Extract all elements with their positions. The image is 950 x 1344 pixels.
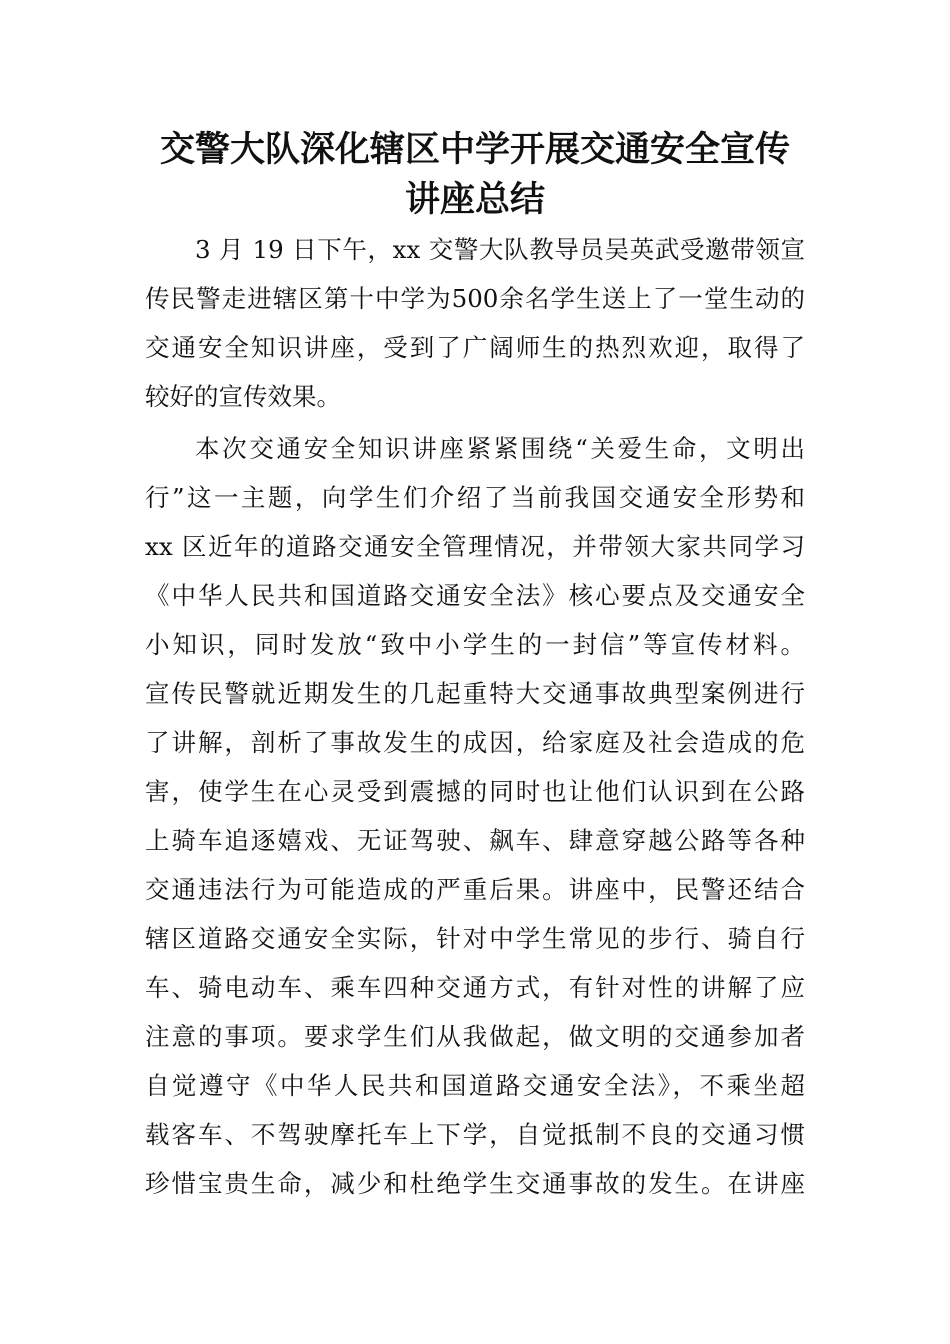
text-line: 本次交通安全知识讲座紧紧围绕“关爱生命，文明出	[195, 434, 805, 463]
text-line: 上骑车追逐嬉戏、无证驾驶、飙车、肆意穿越公路等各种	[145, 826, 805, 855]
text-line: 载客车、不驾驶摩托车上下学，自觉抵制不良的交通习惯	[145, 1120, 805, 1149]
text-line: 行”这一主题，向学生们介绍了当前我国交通安全形势和	[145, 483, 805, 512]
text-line: 宣传民警就近期发生的几起重特大交通事故典型案例进行	[145, 679, 805, 708]
document-title-line-1: 交警大队深化辖区中学开展交通安全宣传	[159, 130, 790, 170]
text-line: 珍惜宝贵生命，减少和杜绝学生交通事故的发生。在讲座	[145, 1169, 805, 1198]
text-line: 自觉遵守《中华人民共和国道路交通安全法》，不乘坐超	[145, 1071, 805, 1100]
text-line: 《中华人民共和国道路交通安全法》核心要点及交通安全	[145, 581, 805, 610]
text-line: 车、骑电动车、乘车四种交通方式，有针对性的讲解了应	[145, 973, 805, 1002]
text-line: 辖区道路交通安全实际，针对中学生常见的步行、骑自行	[145, 924, 805, 953]
text-line: 交通违法行为可能造成的严重后果。讲座中，民警还结合	[145, 875, 805, 904]
text-line: 传民警走进辖区第十中学为500余名学生送上了一堂生动的	[145, 284, 805, 313]
text-line: 交通安全知识讲座，受到了广阔师生的热烈欢迎，取得了	[145, 333, 805, 362]
text-line: xx 区近年的道路交通安全管理情况，并带领大家共同学习	[145, 532, 805, 561]
text-line: 小知识，同时发放“致中小学生的一封信”等宣传材料。	[145, 630, 805, 659]
text-line: 3 月 19 日下午，xx 交警大队教导员吴英武受邀带领宣	[195, 235, 805, 264]
text-line: 了讲解，剖析了事故发生的成因，给家庭及社会造成的危	[145, 728, 805, 757]
text-line: 较好的宣传效果。	[145, 382, 341, 411]
text-line: 害，使学生在心灵受到震撼的同时也让他们认识到在公路	[145, 777, 805, 806]
text-line: 注意的事项。要求学生们从我做起，做文明的交通参加者	[145, 1022, 805, 1051]
document-title-line-2: 讲座总结	[404, 180, 545, 220]
